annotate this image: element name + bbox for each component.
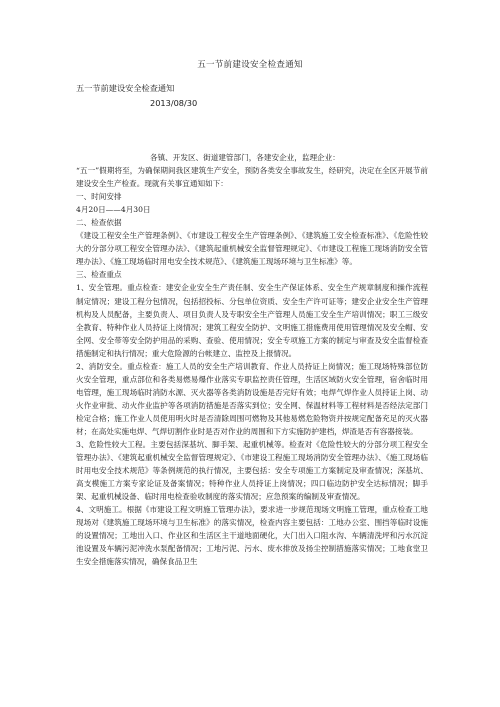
greeting-paragraph: 各镇、开发区、街道建管部门，各建安企业，监理企业： [150, 153, 340, 162]
intro-paragraph: “五一”假期将至，为确保期间我区建筑生产安全，预防各类安全事故发生，经研究，决定在全区开展节前建设安全生产检查。现就有关事宜通知如下： [76, 166, 428, 189]
focus-fire-safety-paragraph: 2、消防安全。重点检查：施工人员的安全生产培训教育、作业人员持证上岗情况；施工现场特殊部位防火安全管理，重点部位和各类易燃易爆作业落实专职监控责任管理，生活区域防火安全管理，宿舍临时用电管理，施工现场临时消防水源、灭火器等各类消防设施是否完好有效；电焊气焊作业人员持证上岗、动火作业审批、动火作业监护等各项消防措施是否落实到位；安全网、保温材料等工程材料是否经法定部门检定合格；施工作业人员使用明火时是否清除周围可燃物及其他易燃危险物资并按规定配备充足的灭火器材；在高处实施电焊、气焊切割作业时是否对作业的周围和下方实施防护建档，焊渣是否有容器接装。 [76, 361, 428, 436]
focus-civilized-construction-paragraph: 4、文明施工。根据《市建设工程文明施工管理办法》，要求进一步规范现场文明施工管理，重点检查工地现场对《建筑施工现场环境与卫生标准》的落实情况，检查内容主要包括：工地办公室、围挡等临时设施的设置情况；工地出入口、作业区和生活区主干道地面硬化，大门出入口阻水沟、车辆清洗坪和污水沉淀池设置及车辆污泥冲洗水泵配备情况；工地污泥、污水、废水排放及扬尘控制措施落实情况；工地食堂卫生安全措施落实情况，确保食品卫生 [76, 505, 428, 567]
focus-hazardous-works-paragraph: 3、危险性较大工程。主要包括深基坑、脚手架、起重机械等。检查对《危险性较大的分部分项工程安全管理办法》、《建筑起重机械安全监督管理规定》、《市建设工程施工现场消防安全管理办法》、《施工现场临时用电安全技术规范》等条例规范的执行情况，主要包括：安全专项施工方案制定及审查情况；深基坑、高支模施工方案专家论证及备案情况；特种作业人员持证上岗情况；四口临边防护安全达标情况；脚手架、起重机械设备、临时用电检查验收制度的落实情况；应急预案的编制及审查情况。 [76, 440, 428, 502]
section-heading-time: 一、时间安排 [76, 192, 122, 202]
document-subtitle: 五一节前建设安全检查通知 [76, 83, 175, 93]
document-title: 五一节前建设安全检查通知 [197, 60, 303, 70]
time-range-paragraph: 4月20日——4月30日 [76, 205, 151, 215]
document-date: 2013/08/30 [150, 98, 198, 108]
basis-paragraph: 《建设工程安全生产管理条例》、《市建设工程安全生产管理条例》、《建筑施工安全检查标准》、《危险性较大的分部分项工程安全管理办法》、《建筑起重机械安全监督管理规定》、《市建设工程施工现场消防安全管理办法》、《施工现场临时用电安全技术规范》、《建筑施工现场环境与卫生标准》等。 [76, 231, 428, 267]
section-heading-basis: 二、检查依据 [76, 218, 122, 228]
document-body [76, 151, 428, 569]
focus-safety-management-paragraph: 1、安全管理。重点检查：建安企业安全生产责任制、安全生产保证体系、安全生产规章制度和操作流程制定情况；建设工程分包情况，包括招投标、分包单位资质、安全生产许可证等；建安企业安全生产管理机构及人员配备，主要负责人、项目负责人及专职安全生产管理人员施工安全生产培训情况；职工三级安全教育、特种作业人员持证上岗情况；建筑工程安全防护、文明施工措施费用使用管理情况及安全帽、安全网、安全带等安全防护用品的采购、查验、使用情况；安全专项施工方案的制定与审查及安全监督检查措施制定和执行情况；重大危险源的台帐建立、监控及上报情况。 [76, 283, 428, 358]
section-heading-focus: 三、检查重点 [76, 270, 122, 280]
